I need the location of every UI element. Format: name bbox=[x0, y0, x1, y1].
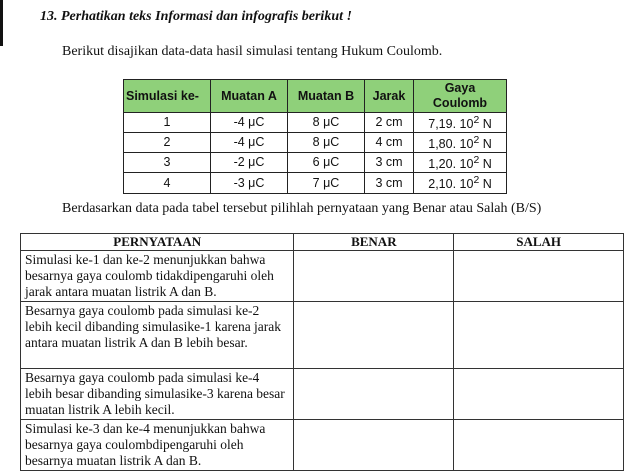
header-salah: SALAH bbox=[454, 234, 624, 251]
table-row bbox=[124, 173, 507, 193]
sim-number: 2 bbox=[124, 133, 211, 153]
charge-b: 7 μC bbox=[288, 173, 365, 193]
statement-text: Besarnya gaya coulomb pada simulasi ke-4 lebih besar dibanding simulasike-3 karena besar muatan listrik A lebih kecil. bbox=[21, 369, 294, 420]
benar-answer-cell[interactable] bbox=[294, 420, 454, 471]
salah-answer-cell[interactable] bbox=[454, 302, 624, 369]
table-row bbox=[21, 251, 624, 302]
header-benar: BENAR bbox=[294, 234, 454, 251]
distance: 3 cm bbox=[365, 173, 414, 193]
header-muatan-b: Muatan B bbox=[288, 80, 365, 113]
instruction-text: Berdasarkan data pada tabel tersebut pilihlah pernyataan yang Benar atau Salah (B/S) bbox=[62, 201, 542, 216]
table-row bbox=[21, 369, 624, 420]
header-gaya-coulomb: Gaya Coulomb bbox=[414, 80, 507, 113]
benar-answer-cell[interactable] bbox=[294, 369, 454, 420]
sim-number: 1 bbox=[124, 113, 211, 133]
distance: 2 cm bbox=[365, 113, 414, 133]
statement-text: Simulasi ke-1 dan ke-2 menunjukkan bahwa besarnya gaya coulomb tidakdipengaruhi oleh jarak antara muatan listrik A dan B. bbox=[21, 251, 294, 302]
coulomb-force: 2,10. $10^2$ N bbox=[414, 173, 507, 193]
charge-b: 8 μC bbox=[288, 113, 365, 133]
table-row bbox=[124, 133, 507, 153]
distance: 4 cm bbox=[365, 133, 414, 153]
charge-a: -2 μC bbox=[211, 153, 288, 173]
question-title: 13. Perhatikan teks Informasi dan infografis berikut ! bbox=[40, 9, 352, 24]
header-simulasi: Simulasi ke- bbox=[124, 80, 211, 113]
table-row bbox=[21, 302, 624, 369]
statement-table-header bbox=[21, 234, 624, 251]
charge-a: -4 μC bbox=[211, 133, 288, 153]
salah-answer-cell[interactable] bbox=[454, 369, 624, 420]
coulomb-force: 1,20. $10^2$ N bbox=[414, 153, 507, 173]
salah-answer-cell[interactable] bbox=[454, 251, 624, 302]
margin-bar bbox=[0, 0, 3, 46]
statement-text: Besarnya gaya coulomb pada simulasi ke-2 lebih kecil dibanding simulasike-1 karena jarak antara muatan listrik A dan B lebih besar. bbox=[21, 302, 294, 369]
intro-text: Berikut disajikan data-data hasil simulasi tentang Hukum Coulomb. bbox=[62, 44, 443, 59]
table-row bbox=[124, 113, 507, 133]
header-jarak: Jarak bbox=[365, 80, 414, 113]
table-row bbox=[21, 420, 624, 471]
statement-table bbox=[20, 233, 624, 471]
benar-answer-cell[interactable] bbox=[294, 302, 454, 369]
charge-a: -4 μC bbox=[211, 113, 288, 133]
sim-number: 4 bbox=[124, 173, 211, 193]
coulomb-force: 1,80. $10^2$ N bbox=[414, 133, 507, 153]
sim-number: 3 bbox=[124, 153, 211, 173]
header-muatan-a: Muatan A bbox=[211, 80, 288, 113]
charge-b: 8 μC bbox=[288, 133, 365, 153]
simulation-table bbox=[123, 79, 507, 194]
coulomb-force: 7,19. $10^2$ N bbox=[414, 113, 507, 133]
charge-b: 6 μC bbox=[288, 153, 365, 173]
distance: 3 cm bbox=[365, 153, 414, 173]
table-row bbox=[124, 153, 507, 173]
salah-answer-cell[interactable] bbox=[454, 420, 624, 471]
simulation-table-header bbox=[124, 80, 507, 113]
benar-answer-cell[interactable] bbox=[294, 251, 454, 302]
charge-a: -3 μC bbox=[211, 173, 288, 193]
statement-text: Simulasi ke-3 dan ke-4 menunjukkan bahwa besarnya gaya coulombdipengaruhi oleh besarnya muatan listrik A dan B. bbox=[21, 420, 294, 471]
header-pernyataan: PERNYATAAN bbox=[21, 234, 294, 251]
